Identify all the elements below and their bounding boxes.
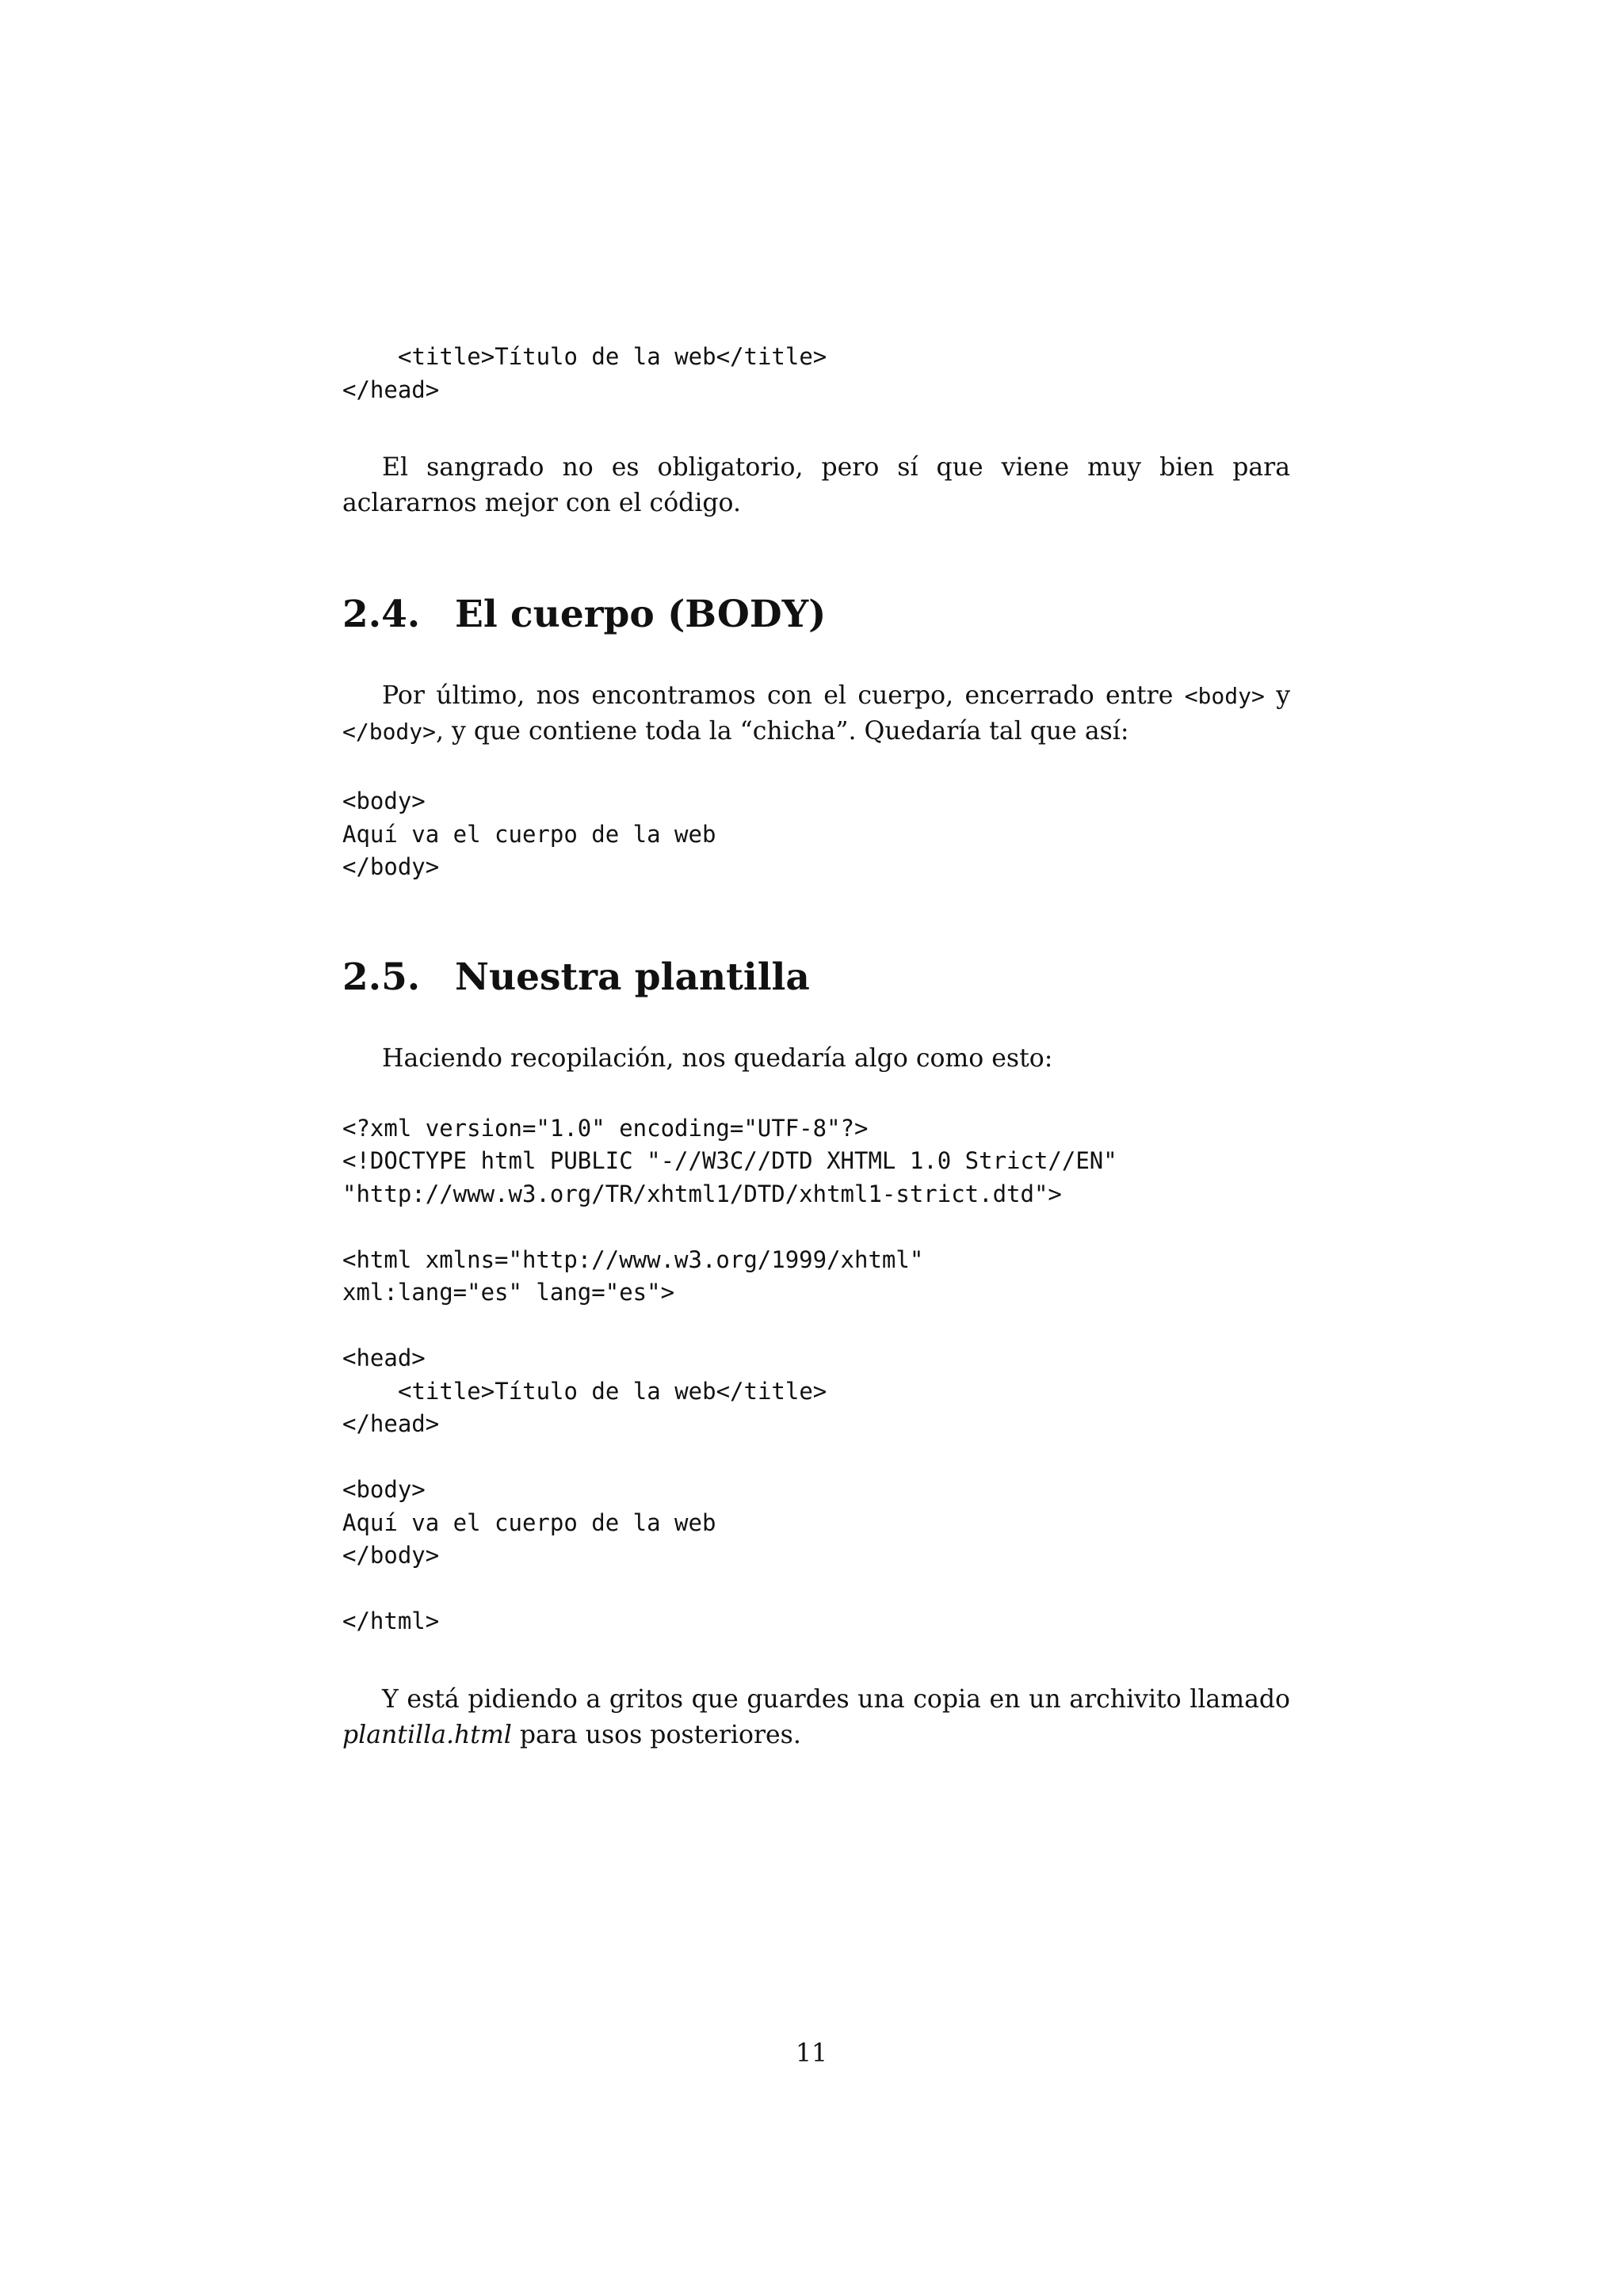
spacer xyxy=(342,1077,1290,1112)
spacer xyxy=(342,884,1290,954)
code-line: <body> xyxy=(342,788,426,814)
paragraph-text: , y que contiene toda la “chicha”. Quedaría tal que así: xyxy=(436,717,1129,746)
code-line: <title>Título de la web</title> xyxy=(398,1377,827,1405)
spacer xyxy=(342,406,1290,450)
spacer xyxy=(342,1001,1290,1041)
filename-italic: plantilla.html xyxy=(342,1720,512,1749)
paragraph-save-copy xyxy=(342,1682,1290,1753)
section-title: El cuerpo (BODY) xyxy=(455,593,827,636)
code-line: "http://www.w3.org/TR/xhtml1/DTD/xhtml1-strict.dtd"> xyxy=(342,1180,1062,1207)
code-line: <head> xyxy=(342,1344,426,1371)
paragraph-body-intro xyxy=(342,678,1290,749)
code-line: </head> xyxy=(342,1410,440,1437)
page-number: 11 xyxy=(795,2039,828,2068)
code-line: </head> xyxy=(342,376,440,403)
code-line: Aquí va el cuerpo de la web xyxy=(342,820,716,848)
spacer xyxy=(342,521,1290,591)
section-number: 2.5. xyxy=(342,955,421,999)
code-line: <!DOCTYPE html PUBLIC "-//W3C//DTD XHTML 1.0 Strict//EN" xyxy=(342,1147,1117,1174)
paragraph-template-intro: Haciendo recopilación, nos quedaría algo como esto: xyxy=(382,1043,1053,1073)
blank-line xyxy=(342,1573,1290,1606)
blank-line xyxy=(342,1441,1290,1474)
paragraph-indentation-note: El sangrado no es obligatorio, pero sí que viene muy bien para aclararnos mejor con el código. xyxy=(342,453,1290,517)
code-line: <html xmlns="http://www.w3.org/1999/xhtml" xyxy=(342,1245,924,1273)
spacer xyxy=(342,749,1290,785)
paragraph-text: Por último, nos encontramos con el cuerpo, encerrado entre xyxy=(382,681,1185,710)
code-line: xml:lang="es" lang="es"> xyxy=(342,1279,675,1306)
code-line: <?xml version="1.0" encoding="UTF-8"?> xyxy=(342,1114,869,1142)
inline-code: </body> xyxy=(342,719,437,745)
code-line: Aquí va el cuerpo de la web xyxy=(342,1508,716,1536)
code-block-template xyxy=(342,1112,1290,1638)
inline-code: <body> xyxy=(1184,683,1265,709)
section-heading-2-4 xyxy=(342,591,1290,639)
section-title: Nuestra plantilla xyxy=(455,955,810,999)
code-line: </body> xyxy=(342,1542,440,1569)
section-heading-2-5 xyxy=(342,954,1290,1001)
paragraph-text: para usos posteriores. xyxy=(511,1720,801,1749)
code-line: </html> xyxy=(342,1608,440,1634)
code-line: <body> xyxy=(342,1476,426,1503)
blank-line xyxy=(342,1211,1290,1244)
document-page xyxy=(342,341,1290,1753)
blank-line xyxy=(342,1310,1290,1343)
spacer xyxy=(342,639,1290,678)
code-line: </body> xyxy=(342,853,440,880)
code-line: <title>Título de la web</title> xyxy=(398,343,827,370)
paragraph-text: Y está pidiendo a gritos que guardes una copia en un archivito llamado xyxy=(382,1684,1290,1714)
section-number: 2.4. xyxy=(342,593,421,636)
code-block-body xyxy=(342,785,1290,884)
code-block-head-end xyxy=(342,341,1290,406)
spacer xyxy=(342,1638,1290,1682)
paragraph-text: y xyxy=(1264,681,1291,710)
